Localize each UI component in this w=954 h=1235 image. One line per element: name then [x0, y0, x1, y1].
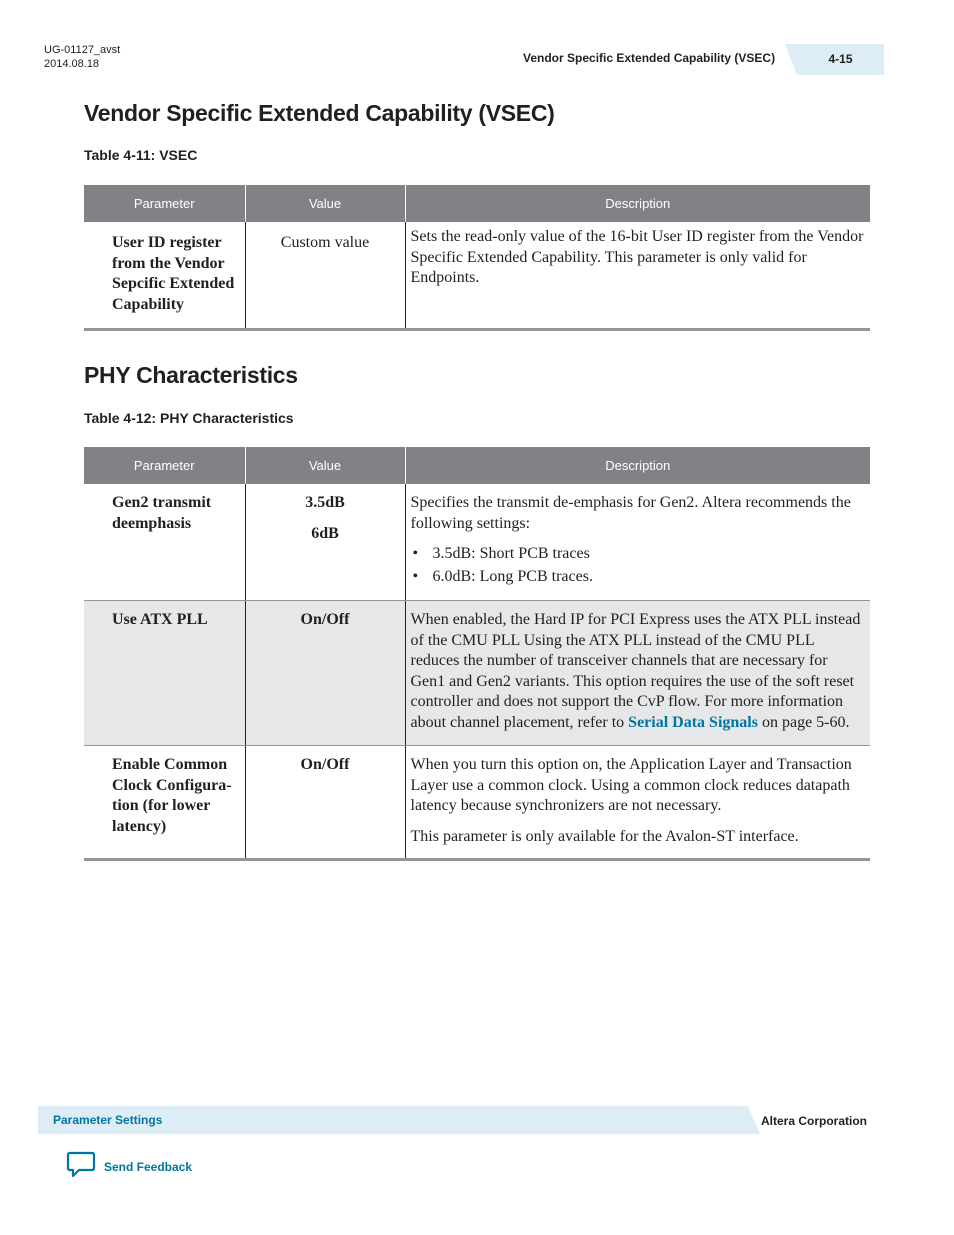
- parameter-cell: Gen2 transmit deemphasis: [84, 484, 245, 601]
- table-row: [84, 484, 870, 601]
- page-number: 4-15: [828, 52, 853, 66]
- footer-band: [38, 1106, 748, 1134]
- document-id: UG-01127_avst: [44, 44, 121, 56]
- value-cell: On/Off: [245, 601, 405, 746]
- list-item: • 6.0dB: Long PCB traces.: [411, 567, 866, 588]
- column-header-parameter: Parameter: [84, 447, 245, 484]
- description-cell: Sets the read-only value of the 16-bit User ID register from the Vendor Specific Extended Capability. This parameter is only valid for Endpoints.: [405, 222, 870, 330]
- description-text: on page 5-60.: [761, 713, 850, 731]
- running-title: Vendor Specific Extended Capability (VSEC): [523, 51, 776, 65]
- description-cell: [405, 746, 870, 860]
- description-text: This parameter is only available for the Avalon-ST interface.: [410, 827, 799, 845]
- vsec-table: [84, 185, 870, 331]
- description-text: Specifies the transmit de-emphasis for Gen2. Altera recommends the following settings:: [410, 494, 851, 532]
- footer-company: Altera Corporation: [761, 1114, 868, 1128]
- page-number-tab: [797, 44, 884, 75]
- parameter-settings-link[interactable]: Parameter Settings: [53, 1113, 163, 1127]
- value-option: 3.5dB: [305, 494, 345, 511]
- description-cell: [405, 484, 870, 601]
- serial-data-signals-link[interactable]: Serial Data Signals: [628, 713, 758, 731]
- send-feedback-button[interactable]: [66, 1151, 192, 1183]
- value-option: 6dB: [311, 524, 339, 542]
- column-header-description: Description: [405, 185, 870, 222]
- table-row: [84, 222, 870, 330]
- bullet-list: [411, 544, 866, 587]
- description-text: When you turn this option on, the Application Layer and Transaction Layer use a common clock. Using a common clock reduces datapath latency because synchronizers are not necessary.: [410, 756, 852, 814]
- vsec-table-caption: Table 4-11: VSEC: [84, 147, 198, 163]
- phy-table-caption: Table 4-12: PHY Characteristics: [84, 410, 294, 426]
- phy-table-header-row: [84, 447, 870, 484]
- document-date: 2014.08.18: [44, 58, 100, 70]
- document-id-block: [44, 43, 120, 71]
- value-cell: On/Off: [245, 746, 405, 860]
- parameter-cell: User ID register from the Vendor Sepcific Extended Capability: [84, 222, 245, 330]
- value-cell: Custom value: [245, 222, 405, 330]
- parameter-cell: Enable Common Clock Configura-tion (for lower latency): [84, 746, 245, 860]
- send-feedback-label: Send Feedback: [104, 1160, 193, 1174]
- column-header-description: Description: [405, 447, 870, 484]
- parameter-cell: Use ATX PLL: [84, 601, 245, 746]
- table-row: [84, 746, 870, 860]
- speech-bubble-icon: [66, 1151, 96, 1183]
- vsec-heading: Vendor Specific Extended Capability (VSEC): [84, 100, 555, 126]
- list-item: • 3.5dB: Short PCB traces: [411, 544, 866, 565]
- vsec-table-header-row: [84, 185, 870, 222]
- value-cell: [245, 484, 405, 601]
- column-header-parameter: Parameter: [84, 185, 245, 222]
- description-cell: [405, 601, 870, 746]
- description-text: When enabled, the Hard IP for PCI Express uses the ATX PLL instead of the CMU PLL Using the ATX PLL instead of the CMU PLL reduces the number of transceiver channels that are necessary for Gen1 and Gen2 variants. This option requires the use of the soft reset controller and does not support the CvP flow. For more information about channel placement, refer to: [410, 611, 861, 731]
- phy-table: [84, 447, 870, 861]
- column-header-value: Value: [245, 447, 405, 484]
- phy-heading: PHY Characteristics: [84, 362, 298, 388]
- column-header-value: Value: [245, 185, 405, 222]
- table-row: [84, 601, 870, 746]
